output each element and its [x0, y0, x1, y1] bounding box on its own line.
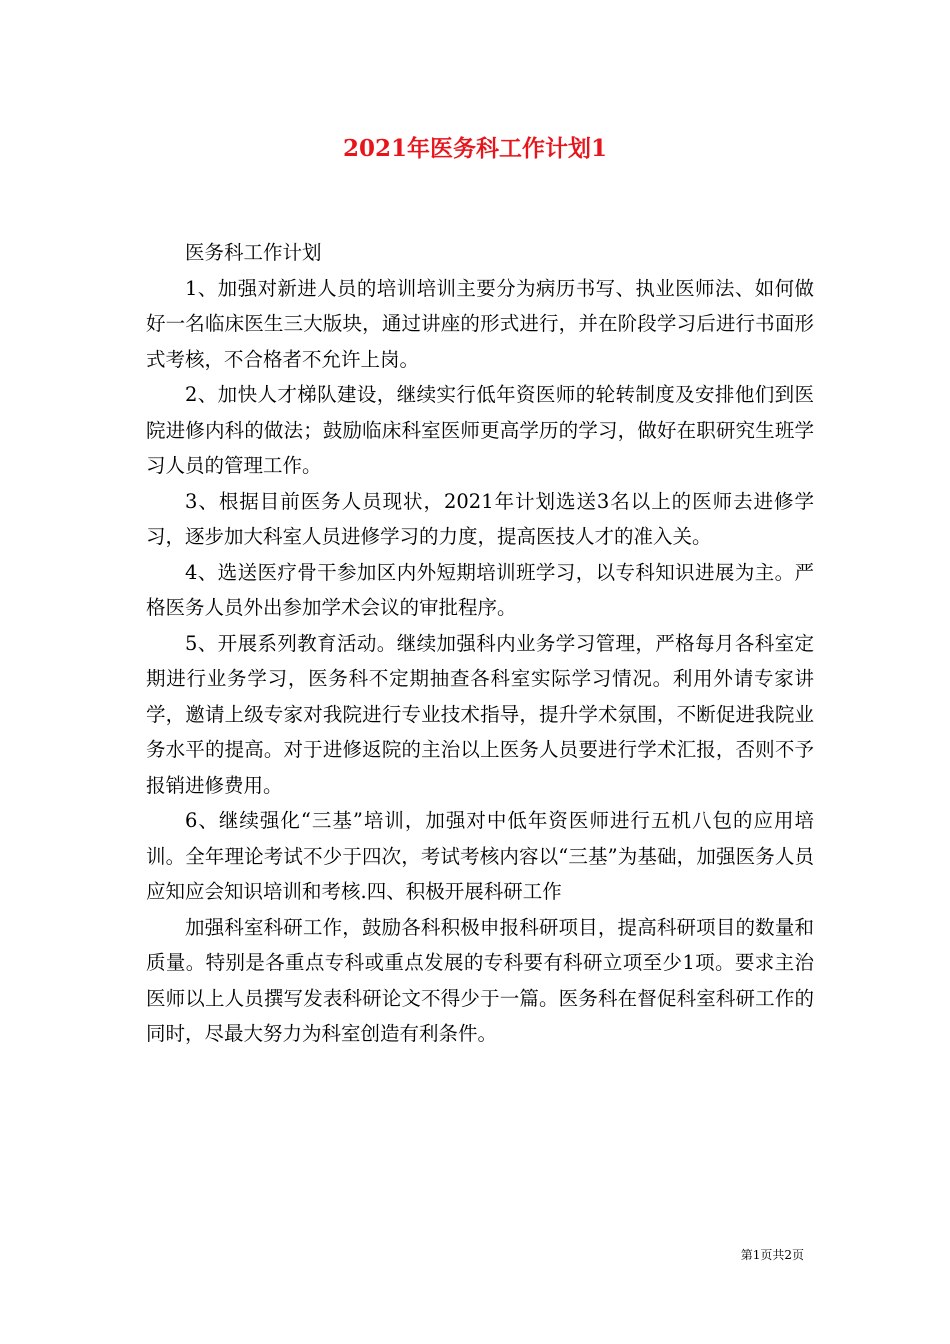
section-heading: 医务科工作计划	[185, 241, 322, 264]
document-body	[146, 235, 814, 1052]
document-title: 2021年医务科工作计划1	[342, 135, 608, 162]
paragraph-1: 1、加强对新进人员的培训培训主要分为病历书写、执业医师法、如何做好一名临床医生三大版块，通过讲座的形式进行，并在阶段学习后进行书面形式考核，不合格者不允许上岗。	[146, 276, 814, 371]
page-number-footer: 第1页共2页	[740, 1248, 804, 1262]
paragraph-2: 2、加快人才梯队建设，继续实行低年资医师的轮转制度及安排他们到医院进修内科的做法；鼓励临床科室医师更高学历的学习，做好在职研究生班学习人员的管理工作。	[146, 383, 814, 477]
paragraph-7: 加强科室科研工作，鼓励各科积极申报科研项目，提高科研项目的数量和质量。特别是各重点专科或重点发展的专科要有科研立项至少1项。要求主治医师以上人员撰写发表科研论文不得少于一篇。医务科在督促科室科研工作的同时，尽最大努力为科室创造有利条件。	[146, 915, 814, 1045]
paragraph-4: 4、选送医疗骨干参加区内外短期培训班学习，以专科知识进展为主。严格医务人员外出参加学术会议的审批程序。	[146, 560, 814, 619]
paragraph-6: 6、继续强化“三基”培训，加强对中低年资医师进行五机八包的应用培训。全年理论考试不少于四次，考试考核内容以“三基”为基础，加强医务人员应知应会知识培训和考核.四、积极开展科研工作	[146, 809, 814, 903]
paragraph-5: 5、开展系列教育活动。继续加强科内业务学习管理，严格每月各科室定期进行业务学习，医务科不定期抽查各科室实际学习情况。利用外请专家讲学，邀请上级专家对我院进行专业技术指导，提升学术氛围，不断促进我院业务水平的提高。对于进修返院的主治以上医务人员要进行学术汇报，否则不予报销进修费用。	[146, 631, 814, 797]
paragraph-3: 3、根据目前医务人员现状，2021年计划选送3名以上的医师去进修学习，逐步加大科室人员进修学习的力度，提高医技人才的准入关。	[146, 489, 814, 548]
